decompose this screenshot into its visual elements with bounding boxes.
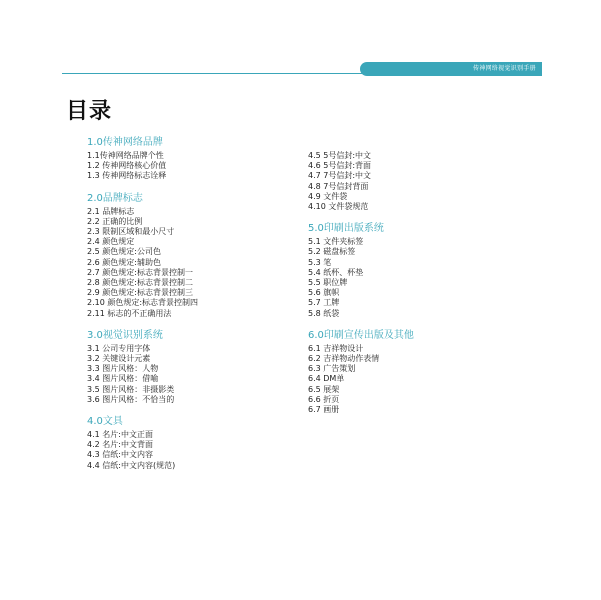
- toc-item[interactable]: 5.4 纸杯、杯垫: [308, 267, 364, 277]
- section-heading[interactable]: 4.0文具: [87, 416, 123, 428]
- toc-item[interactable]: 6.4 DM单: [308, 374, 345, 384]
- toc-item[interactable]: 3.1 公司专用字体: [87, 343, 151, 353]
- section-heading[interactable]: 1.0传神网络品牌: [87, 137, 163, 148]
- toc-item[interactable]: 2.11 标志的不正确用法: [87, 308, 172, 318]
- toc-item[interactable]: 4.10 文件袋规范: [308, 202, 369, 212]
- toc-item[interactable]: 4.7 7号信封:中文: [308, 171, 372, 181]
- header-rule: [62, 73, 362, 74]
- toc-item[interactable]: 4.2 名片:中文背面: [87, 440, 153, 450]
- section-heading[interactable]: 2.0品牌标志: [87, 192, 143, 204]
- toc-section-5: [308, 222, 508, 319]
- toc-item[interactable]: 2.5 颜色规定:公司色: [87, 247, 161, 257]
- toc-section-6: [308, 329, 508, 415]
- toc-item[interactable]: 2.9 颜色规定:标志背景控制三: [87, 288, 193, 298]
- toc-item[interactable]: 2.7 颜色规定:标志背景控制一: [87, 267, 193, 277]
- toc-item[interactable]: 6.3 广告策划: [308, 364, 356, 374]
- toc-item[interactable]: 6.6 折页: [308, 394, 340, 404]
- section-heading[interactable]: 5.0印刷出版系统: [308, 223, 384, 235]
- toc-item[interactable]: 3.6 图片风格：不恰当的: [87, 394, 175, 404]
- toc-item[interactable]: 6.7 画册: [308, 405, 340, 415]
- section-heading[interactable]: 6.0印刷宣传出版及其他: [308, 329, 414, 341]
- toc-section-3: [87, 329, 297, 405]
- toc-item[interactable]: 5.1 文件夹标签: [308, 237, 364, 247]
- toc-item[interactable]: 2.3 限制区域和最小尺寸: [87, 227, 175, 237]
- toc-item[interactable]: 1.3 传神网络标志诠释: [87, 171, 167, 181]
- toc-item[interactable]: 4.6 5号信封:背面: [308, 161, 372, 171]
- toc-section-4: [87, 415, 297, 471]
- toc-item[interactable]: 4.8 7号信封背面: [308, 181, 369, 191]
- toc-item[interactable]: 1.2 传神网络核心价值: [87, 161, 167, 171]
- toc-section-2: [87, 192, 297, 319]
- header-tab: 传神网络视觉识别手册: [360, 62, 542, 76]
- toc-item[interactable]: 5.2 磁盘标签: [308, 247, 356, 257]
- toc-item[interactable]: 6.1 吉祥物设计: [308, 343, 364, 353]
- toc-item[interactable]: 2.8 颜色规定:标志背景控制二: [87, 278, 193, 288]
- toc-item[interactable]: 2.10 颜色规定:标志背景控制四: [87, 298, 199, 308]
- toc-item[interactable]: 4.9 文件袋: [308, 191, 348, 201]
- toc-item[interactable]: 5.3 笔: [308, 257, 332, 267]
- toc-left-column: [87, 136, 297, 481]
- toc-item[interactable]: 4.3 信纸:中文内容: [87, 450, 153, 460]
- toc-item[interactable]: 1.1传神网络品牌个性: [87, 151, 164, 160]
- toc-item[interactable]: 2.4 颜色规定: [87, 237, 135, 247]
- toc-item[interactable]: 3.2 关键设计元素: [87, 354, 151, 364]
- toc-item[interactable]: 5.5 职位牌: [308, 278, 348, 288]
- page-title: 目录: [66, 99, 113, 124]
- toc-item[interactable]: 4.4 信纸:中文内容(规范): [87, 460, 176, 470]
- toc-item[interactable]: 4.5 5号信封:中文: [308, 151, 372, 160]
- toc-section-1: [87, 136, 297, 182]
- toc-section-4-continued: [308, 151, 508, 212]
- toc-item[interactable]: 2.1 品牌标志: [87, 206, 135, 216]
- toc-item[interactable]: 6.5 展架: [308, 384, 340, 394]
- toc-item[interactable]: 5.7 工牌: [308, 298, 340, 308]
- toc-item[interactable]: 3.5 图片风格：非摄影类: [87, 384, 175, 394]
- toc-item[interactable]: 4.1 名片:中文正面: [87, 430, 153, 440]
- toc-item[interactable]: 5.8 纸袋: [308, 308, 340, 318]
- toc-right-column: [308, 151, 508, 425]
- toc-item[interactable]: 2.2 正确的比例: [87, 216, 143, 226]
- toc-item[interactable]: 2.6 颜色规定:辅助色: [87, 257, 161, 267]
- section-heading[interactable]: 3.0视觉识别系统: [87, 329, 163, 341]
- toc-item[interactable]: 6.2 吉祥物动作表情: [308, 354, 380, 364]
- toc-item[interactable]: 3.4 图片风格：借喻: [87, 374, 159, 384]
- toc-item[interactable]: 3.3 图片风格：人物: [87, 364, 159, 374]
- toc-item[interactable]: 5.6 旗帜: [308, 288, 340, 298]
